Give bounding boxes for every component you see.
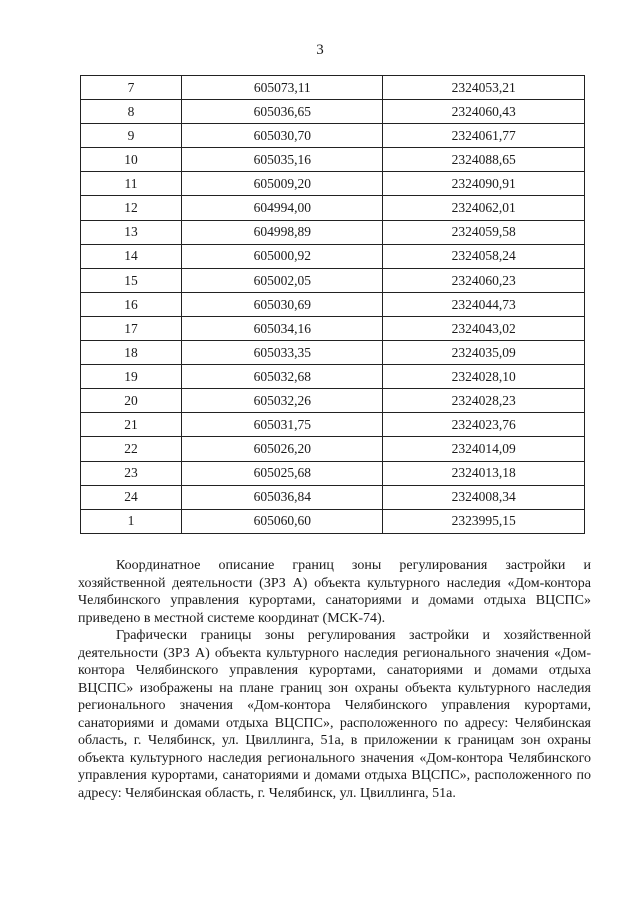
y-coordinate-cell: 2324059,58 — [383, 220, 585, 244]
point-number-cell: 20 — [81, 389, 182, 413]
y-coordinate-cell: 2324090,91 — [383, 172, 585, 196]
table-row — [81, 341, 585, 365]
y-coordinate-cell: 2324060,43 — [383, 100, 585, 124]
x-coordinate-cell: 605002,05 — [182, 268, 383, 292]
paragraph-graphic-boundaries: Графически границы зоны регулирования застройки и хозяйственной деятельности (ЗРЗ А) объекта культурного наследия регионального значения «Дом-контора Челябинского управления курортами, санаториями и домами отдыха ВЦСПС» изображены на плане границ зон охраны объекта культурного наследия регионального значения «Дом-контора Челябинского управления курортами, санаториями и домами отдыха ВЦСПС», расположенного по адресу: Челябинская область, г. Челябинск, ул. Цвиллинга, 51а, в приложении к границам зон охраны объекта культурного наследия регионального значения «Дом-контора Челябинского управления курортами, санаториями и домами отдыха ВЦСПС», расположенного по адресу: Челябинская область, г. Челябинск, ул. Цвиллинга, 51а. — [78, 628, 591, 801]
point-number-cell: 8 — [81, 100, 182, 124]
x-coordinate-cell: 605026,20 — [182, 437, 383, 461]
y-coordinate-cell: 2324014,09 — [383, 437, 585, 461]
point-number-cell: 11 — [81, 172, 182, 196]
table-row — [81, 244, 585, 268]
x-coordinate-cell: 605060,60 — [182, 509, 383, 533]
paragraph-coordinate-description: Координатное описание границ зоны регулирования застройки и хозяйственной деятельности (ЗРЗ А) объекта культурного наследия «Дом-контора Челябинского управления курортами, санаториями и домами отдыха ВЦСПС» приведено в местной системе координат (МСК-74). — [78, 558, 591, 626]
y-coordinate-cell: 2324035,09 — [383, 341, 585, 365]
table-row — [81, 76, 585, 100]
coordinates-table — [80, 75, 585, 534]
table-row — [81, 413, 585, 437]
page-number: 3 — [316, 42, 324, 58]
table-row — [81, 196, 585, 220]
point-number-cell: 24 — [81, 485, 182, 509]
table-row — [81, 509, 585, 533]
y-coordinate-cell: 2324060,23 — [383, 268, 585, 292]
y-coordinate-cell: 2324013,18 — [383, 461, 585, 485]
point-number-cell: 18 — [81, 341, 182, 365]
x-coordinate-cell: 605032,68 — [182, 365, 383, 389]
y-coordinate-cell: 2324061,77 — [383, 124, 585, 148]
coordinates-table-body — [81, 76, 585, 534]
point-number-cell: 7 — [81, 76, 182, 100]
y-coordinate-cell: 2323995,15 — [383, 509, 585, 533]
x-coordinate-cell: 604998,89 — [182, 220, 383, 244]
table-row — [81, 100, 585, 124]
x-coordinate-cell: 605030,70 — [182, 124, 383, 148]
y-coordinate-cell: 2324008,34 — [383, 485, 585, 509]
point-number-cell: 9 — [81, 124, 182, 148]
table-row — [81, 172, 585, 196]
y-coordinate-cell: 2324053,21 — [383, 76, 585, 100]
table-row — [81, 124, 585, 148]
point-number-cell: 12 — [81, 196, 182, 220]
y-coordinate-cell: 2324044,73 — [383, 292, 585, 316]
table-row — [81, 220, 585, 244]
y-coordinate-cell: 2324023,76 — [383, 413, 585, 437]
point-number-cell: 16 — [81, 292, 182, 316]
point-number-cell: 23 — [81, 461, 182, 485]
y-coordinate-cell: 2324028,23 — [383, 389, 585, 413]
y-coordinate-cell: 2324028,10 — [383, 365, 585, 389]
table-row — [81, 268, 585, 292]
y-coordinate-cell: 2324062,01 — [383, 196, 585, 220]
x-coordinate-cell: 605036,84 — [182, 485, 383, 509]
x-coordinate-cell: 605035,16 — [182, 148, 383, 172]
point-number-cell: 1 — [81, 509, 182, 533]
y-coordinate-cell: 2324058,24 — [383, 244, 585, 268]
table-row — [81, 365, 585, 389]
x-coordinate-cell: 605000,92 — [182, 244, 383, 268]
x-coordinate-cell: 605030,69 — [182, 292, 383, 316]
table-row — [81, 485, 585, 509]
x-coordinate-cell: 605036,65 — [182, 100, 383, 124]
table-row — [81, 437, 585, 461]
x-coordinate-cell: 605034,16 — [182, 316, 383, 340]
y-coordinate-cell: 2324088,65 — [383, 148, 585, 172]
point-number-cell: 21 — [81, 413, 182, 437]
point-number-cell: 17 — [81, 316, 182, 340]
y-coordinate-cell: 2324043,02 — [383, 316, 585, 340]
point-number-cell: 14 — [81, 244, 182, 268]
x-coordinate-cell: 604994,00 — [182, 196, 383, 220]
point-number-cell: 15 — [81, 268, 182, 292]
x-coordinate-cell: 605009,20 — [182, 172, 383, 196]
table-row — [81, 148, 585, 172]
point-number-cell: 13 — [81, 220, 182, 244]
table-row — [81, 461, 585, 485]
table-row — [81, 292, 585, 316]
x-coordinate-cell: 605073,11 — [182, 76, 383, 100]
x-coordinate-cell: 605031,75 — [182, 413, 383, 437]
x-coordinate-cell: 605033,35 — [182, 341, 383, 365]
x-coordinate-cell: 605032,26 — [182, 389, 383, 413]
table-row — [81, 389, 585, 413]
point-number-cell: 19 — [81, 365, 182, 389]
x-coordinate-cell: 605025,68 — [182, 461, 383, 485]
point-number-cell: 22 — [81, 437, 182, 461]
point-number-cell: 10 — [81, 148, 182, 172]
table-row — [81, 316, 585, 340]
